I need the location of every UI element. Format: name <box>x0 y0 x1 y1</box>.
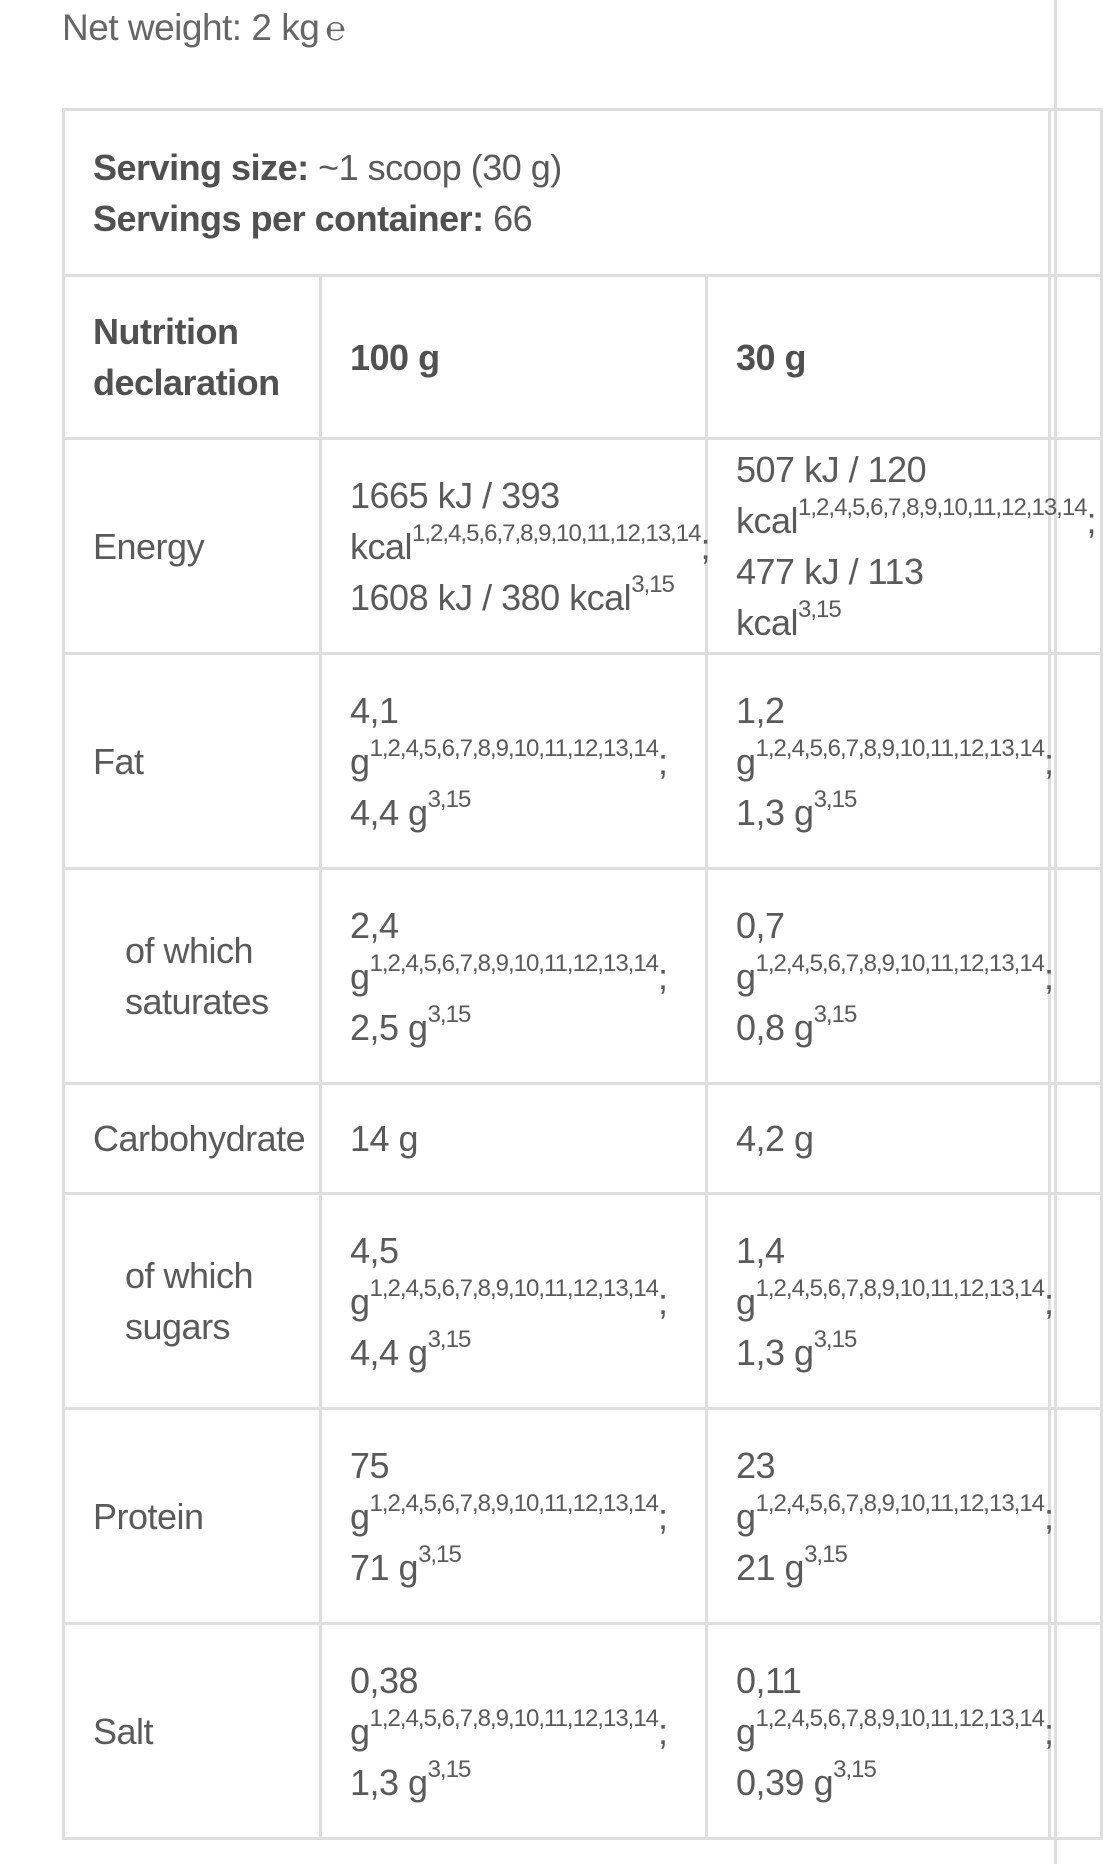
row-name: of which sugars <box>64 1194 321 1409</box>
value-100g: 0,38 $g^{1,2,4,5,6,7,8,9,10,11,12,13,14}$; 1,3 $g^{3,15}$ <box>321 1624 707 1839</box>
value-100g: 4,5 $g^{1,2,4,5,6,7,8,9,10,11,12,13,14}$; 4,4 $g^{3,15}$ <box>321 1194 707 1409</box>
value-30g: 23 $g^{1,2,4,5,6,7,8,9,10,11,12,13,14}$; 21 $g^{3,15}$ <box>707 1409 1050 1624</box>
estimated-sign-icon: ℮ <box>325 9 346 49</box>
row-name: Carbohydrate <box>64 1084 321 1194</box>
value-30g: 1,2 $g^{1,2,4,5,6,7,8,9,10,11,12,13,14}$; 1,3 $g^{3,15}$ <box>707 654 1050 869</box>
spacer-cell <box>1050 1624 1102 1839</box>
servings-per-container-line <box>93 193 1020 244</box>
table-row <box>64 1084 1102 1194</box>
value-100g: 4,1 $g^{1,2,4,5,6,7,8,9,10,11,12,13,14}$; 4,4 $g^{3,15}$ <box>321 654 707 869</box>
value-100g: 75 $g^{1,2,4,5,6,7,8,9,10,11,12,13,14}$; 71 $g^{3,15}$ <box>321 1409 707 1624</box>
value-100g: 14 g <box>321 1084 707 1194</box>
header-label: Nutrition declaration <box>64 276 321 439</box>
net-weight <box>62 4 345 53</box>
spacer-cell <box>1050 654 1102 869</box>
table-header-row <box>64 276 1102 439</box>
value-100g: 2,4 $g^{1,2,4,5,6,7,8,9,10,11,12,13,14}$; 2,5 $g^{3,15}$ <box>321 869 707 1084</box>
spacer-cell <box>1050 1409 1102 1624</box>
row-name: Salt <box>64 1624 321 1839</box>
table-row <box>64 869 1102 1084</box>
value-30g: 0,7 $g^{1,2,4,5,6,7,8,9,10,11,12,13,14}$; 0,8 $g^{3,15}$ <box>707 869 1050 1084</box>
spacer-cell <box>1050 869 1102 1084</box>
value-30g: 507 kJ / 120 kcal$^{1,2,4,5,6,7,8,9,10,11,12,13,14}$; 477 kJ / 113 kcal$^{3,15}$ <box>707 439 1050 654</box>
header-col-100g: 100 g <box>321 276 707 439</box>
table-row <box>64 439 1102 654</box>
serving-info <box>64 110 1050 276</box>
row-name: Fat <box>64 654 321 869</box>
value-30g: 1,4 $g^{1,2,4,5,6,7,8,9,10,11,12,13,14}$; 1,3 $g^{3,15}$ <box>707 1194 1050 1409</box>
spacer-cell <box>1050 439 1102 654</box>
spacer-cell <box>1050 1084 1102 1194</box>
table-row <box>64 1194 1102 1409</box>
nutrition-table <box>62 108 1103 1840</box>
spacer-cell <box>1050 110 1102 276</box>
serving-info-row <box>64 110 1102 276</box>
serving-size-value: ~1 scoop (30 g) <box>318 146 562 188</box>
spacer-cell <box>1050 276 1102 439</box>
spacer-cell <box>1050 1194 1102 1409</box>
servings-per-container-value: 66 <box>493 197 533 239</box>
row-name: Protein <box>64 1409 321 1624</box>
table-row <box>64 654 1102 869</box>
value-30g: 4,2 g <box>707 1084 1050 1194</box>
value-100g: 1665 kJ / 393 kcal$^{1,2,4,5,6,7,8,9,10,11,12,13,14}$; 1608 kJ / 380 kcal$^{3,15}$ <box>321 439 707 654</box>
header-col-30g: 30 g <box>707 276 1050 439</box>
net-weight-label: Net weight: 2 kg <box>62 7 320 48</box>
serving-size-line <box>93 142 1020 193</box>
serving-size-label: Serving size: <box>93 146 309 188</box>
table-row <box>64 1624 1102 1839</box>
value-30g: 0,11 $g^{1,2,4,5,6,7,8,9,10,11,12,13,14}$; 0,39 $g^{3,15}$ <box>707 1624 1050 1839</box>
row-name: Energy <box>64 439 321 654</box>
row-name: of which saturates <box>64 869 321 1084</box>
servings-per-container-label: Servings per container: <box>93 197 484 239</box>
table-row <box>64 1409 1102 1624</box>
